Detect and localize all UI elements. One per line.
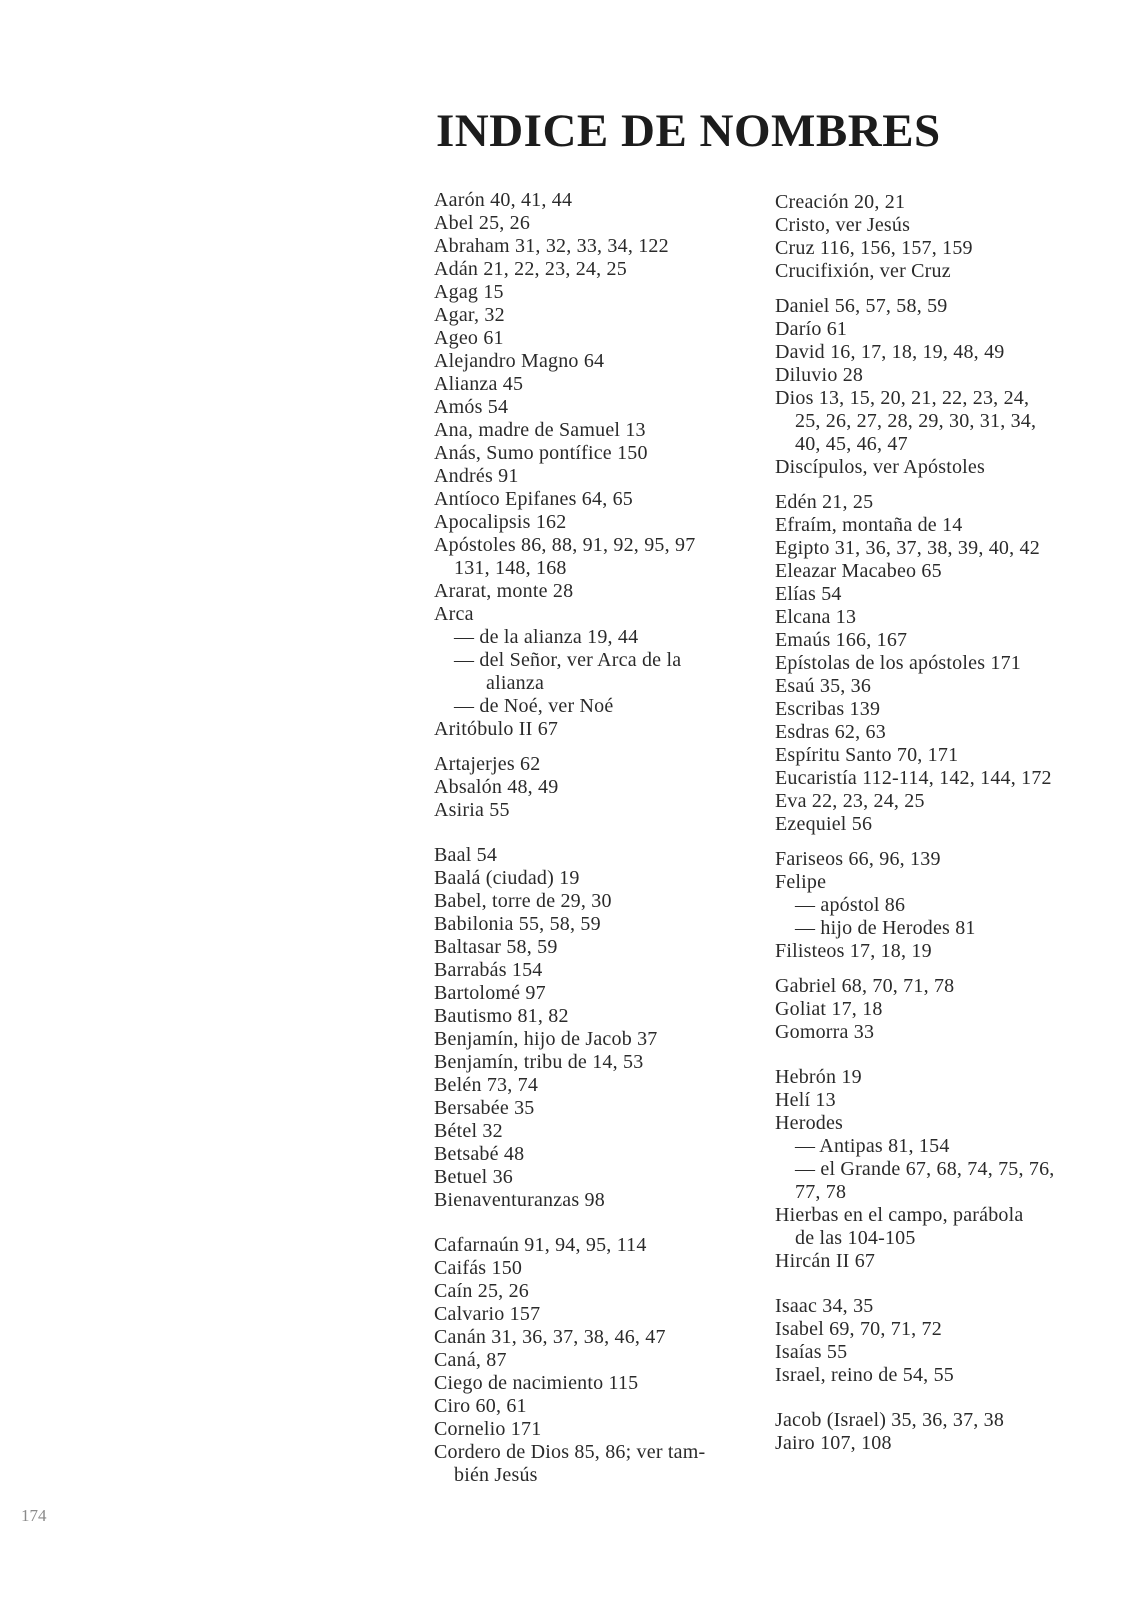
index-entry: Emaús 166, 167 — [775, 629, 908, 651]
index-entry: Agag 15 — [434, 281, 504, 303]
index-entry: Eucaristía 112-114, 142, 144, 172 — [775, 767, 1052, 789]
index-entry: Baalá (ciudad) 19 — [434, 867, 580, 889]
index-entry: Dios 13, 15, 20, 21, 22, 23, 24, — [775, 387, 1030, 409]
index-entry: Andrés 91 — [434, 465, 519, 487]
index-entry: 77, 78 — [795, 1181, 847, 1203]
index-entry: Cornelio 171 — [434, 1418, 542, 1440]
index-entry: Bautismo 81, 82 — [434, 1005, 569, 1027]
index-entry: Agar, 32 — [434, 304, 505, 326]
index-entry: Anás, Sumo pontífice 150 — [434, 442, 648, 464]
index-entry: Edén 21, 25 — [775, 491, 874, 513]
index-entry: Arca — [434, 603, 474, 625]
index-entry: 131, 148, 168 — [454, 557, 567, 579]
index-entry: Apóstoles 86, 88, 91, 92, 95, 97 — [434, 534, 696, 556]
index-entry: Egipto 31, 36, 37, 38, 39, 40, 42 — [775, 537, 1040, 559]
index-entry: Cafarnaún 91, 94, 95, 114 — [434, 1234, 647, 1256]
index-entry: Calvario 157 — [434, 1303, 541, 1325]
index-entry: Benjamín, tribu de 14, 53 — [434, 1051, 644, 1073]
index-entry: Alejandro Magno 64 — [434, 350, 605, 372]
index-entry: Caná, 87 — [434, 1349, 507, 1371]
index-entry: 40, 45, 46, 47 — [795, 433, 908, 455]
index-entry: Elcana 13 — [775, 606, 857, 628]
index-entry: Betsabé 48 — [434, 1143, 525, 1165]
index-entry: Ciro 60, 61 — [434, 1395, 527, 1417]
index-entry: Bartolomé 97 — [434, 982, 546, 1004]
index-entry: Abel 25, 26 — [434, 212, 531, 234]
index-entry: Amós 54 — [434, 396, 509, 418]
index-entry: bién Jesús — [454, 1464, 538, 1486]
index-entry: Ana, madre de Samuel 13 — [434, 419, 646, 441]
index-entry: Artajerjes 62 — [434, 753, 541, 775]
index-entry: Israel, reino de 54, 55 — [775, 1364, 954, 1386]
index-entry: Aritóbulo II 67 — [434, 718, 559, 740]
index-entry: Gabriel 68, 70, 71, 78 — [775, 975, 955, 997]
index-entry: Caifás 150 — [434, 1257, 523, 1279]
index-entry: Apocalipsis 162 — [434, 511, 567, 533]
index-entry: Bienaventuranzas 98 — [434, 1189, 605, 1211]
index-entry: Cordero de Dios 85, 86; ver tam- — [434, 1441, 706, 1463]
index-entry: Bétel 32 — [434, 1120, 503, 1142]
index-entry: Felipe — [775, 871, 827, 893]
index-entry: Baal 54 — [434, 844, 498, 866]
index-entry: Eleazar Macabeo 65 — [775, 560, 942, 582]
index-entry: Ciego de nacimiento 115 — [434, 1372, 639, 1394]
index-entry: Benjamín, hijo de Jacob 37 — [434, 1028, 658, 1050]
index-entry: Caín 25, 26 — [434, 1280, 529, 1302]
index-entry: Eva 22, 23, 24, 25 — [775, 790, 925, 812]
index-entry: — de la alianza 19, 44 — [454, 626, 639, 648]
index-entry: Cruz 116, 156, 157, 159 — [775, 237, 973, 259]
index-column-right — [775, 191, 1095, 1455]
index-entry: Isaac 34, 35 — [775, 1295, 874, 1317]
index-column-left — [434, 189, 754, 1487]
index-entry: Isaías 55 — [775, 1341, 848, 1363]
index-entry: Discípulos, ver Apóstoles — [775, 456, 985, 478]
index-entry: Diluvio 28 — [775, 364, 864, 386]
index-entry: Ezequiel 56 — [775, 813, 873, 835]
index-entry: Esdras 62, 63 — [775, 721, 886, 743]
index-entry: Helí 13 — [775, 1089, 836, 1111]
index-entry: Goliat 17, 18 — [775, 998, 883, 1020]
index-entry: alianza — [486, 672, 545, 694]
index-entry: — de Noé, ver Noé — [454, 695, 614, 717]
index-entry: 25, 26, 27, 28, 29, 30, 31, 34, — [795, 410, 1037, 432]
index-entry: Darío 61 — [775, 318, 848, 340]
index-entry: Elías 54 — [775, 583, 842, 605]
index-entry: Hircán II 67 — [775, 1250, 876, 1272]
page-title: INDICE DE NOMBRES — [436, 105, 941, 157]
index-entry: David 16, 17, 18, 19, 48, 49 — [775, 341, 1005, 363]
index-entry: Fariseos 66, 96, 139 — [775, 848, 941, 870]
index-entry: Esaú 35, 36 — [775, 675, 872, 697]
index-entry: Baltasar 58, 59 — [434, 936, 558, 958]
index-entry: Hierbas en el campo, parábola — [775, 1204, 1024, 1226]
index-entry: — del Señor, ver Arca de la — [454, 649, 682, 671]
index-entry: Epístolas de los apóstoles 171 — [775, 652, 1021, 674]
index-entry: Barrabás 154 — [434, 959, 543, 981]
index-entry: Alianza 45 — [434, 373, 524, 395]
index-entry: Asiria 55 — [434, 799, 510, 821]
index-entry: Canán 31, 36, 37, 38, 46, 47 — [434, 1326, 666, 1348]
index-entry: de las 104-105 — [795, 1227, 916, 1249]
index-entry: Ageo 61 — [434, 327, 504, 349]
index-entry: Jairo 107, 108 — [775, 1432, 892, 1454]
index-entry: Antíoco Epifanes 64, 65 — [434, 488, 634, 510]
index-entry: Betuel 36 — [434, 1166, 514, 1188]
index-entry: Espíritu Santo 70, 171 — [775, 744, 959, 766]
index-entry: Bersabée 35 — [434, 1097, 535, 1119]
index-entry: — apóstol 86 — [795, 894, 906, 916]
index-entry: Babilonia 55, 58, 59 — [434, 913, 601, 935]
page-number: 174 — [21, 1506, 47, 1525]
index-entry: Herodes — [775, 1112, 844, 1134]
index-entry: — hijo de Herodes 81 — [795, 917, 976, 939]
index-entry: Creación 20, 21 — [775, 191, 906, 213]
index-entry: Jacob (Israel) 35, 36, 37, 38 — [775, 1409, 1005, 1431]
index-entry: Escribas 139 — [775, 698, 881, 720]
index-entry: Efraím, montaña de 14 — [775, 514, 963, 536]
index-entry: Cristo, ver Jesús — [775, 214, 911, 236]
index-entry: Isabel 69, 70, 71, 72 — [775, 1318, 942, 1340]
index-entry: Aarón 40, 41, 44 — [434, 189, 573, 211]
index-entry: Filisteos 17, 18, 19 — [775, 940, 932, 962]
index-entry: Daniel 56, 57, 58, 59 — [775, 295, 948, 317]
index-entry: Adán 21, 22, 23, 24, 25 — [434, 258, 627, 280]
index-entry: Babel, torre de 29, 30 — [434, 890, 612, 912]
index-entry: Abraham 31, 32, 33, 34, 122 — [434, 235, 669, 257]
index-entry: Ararat, monte 28 — [434, 580, 574, 602]
index-entry: Belén 73, 74 — [434, 1074, 539, 1096]
index-entry: Hebrón 19 — [775, 1066, 862, 1088]
index-entry: Absalón 48, 49 — [434, 776, 559, 798]
index-entry: — el Grande 67, 68, 74, 75, 76, — [795, 1158, 1055, 1180]
index-entry: Crucifixión, ver Cruz — [775, 260, 951, 282]
index-entry: — Antipas 81, 154 — [795, 1135, 950, 1157]
index-entry: Gomorra 33 — [775, 1021, 875, 1043]
